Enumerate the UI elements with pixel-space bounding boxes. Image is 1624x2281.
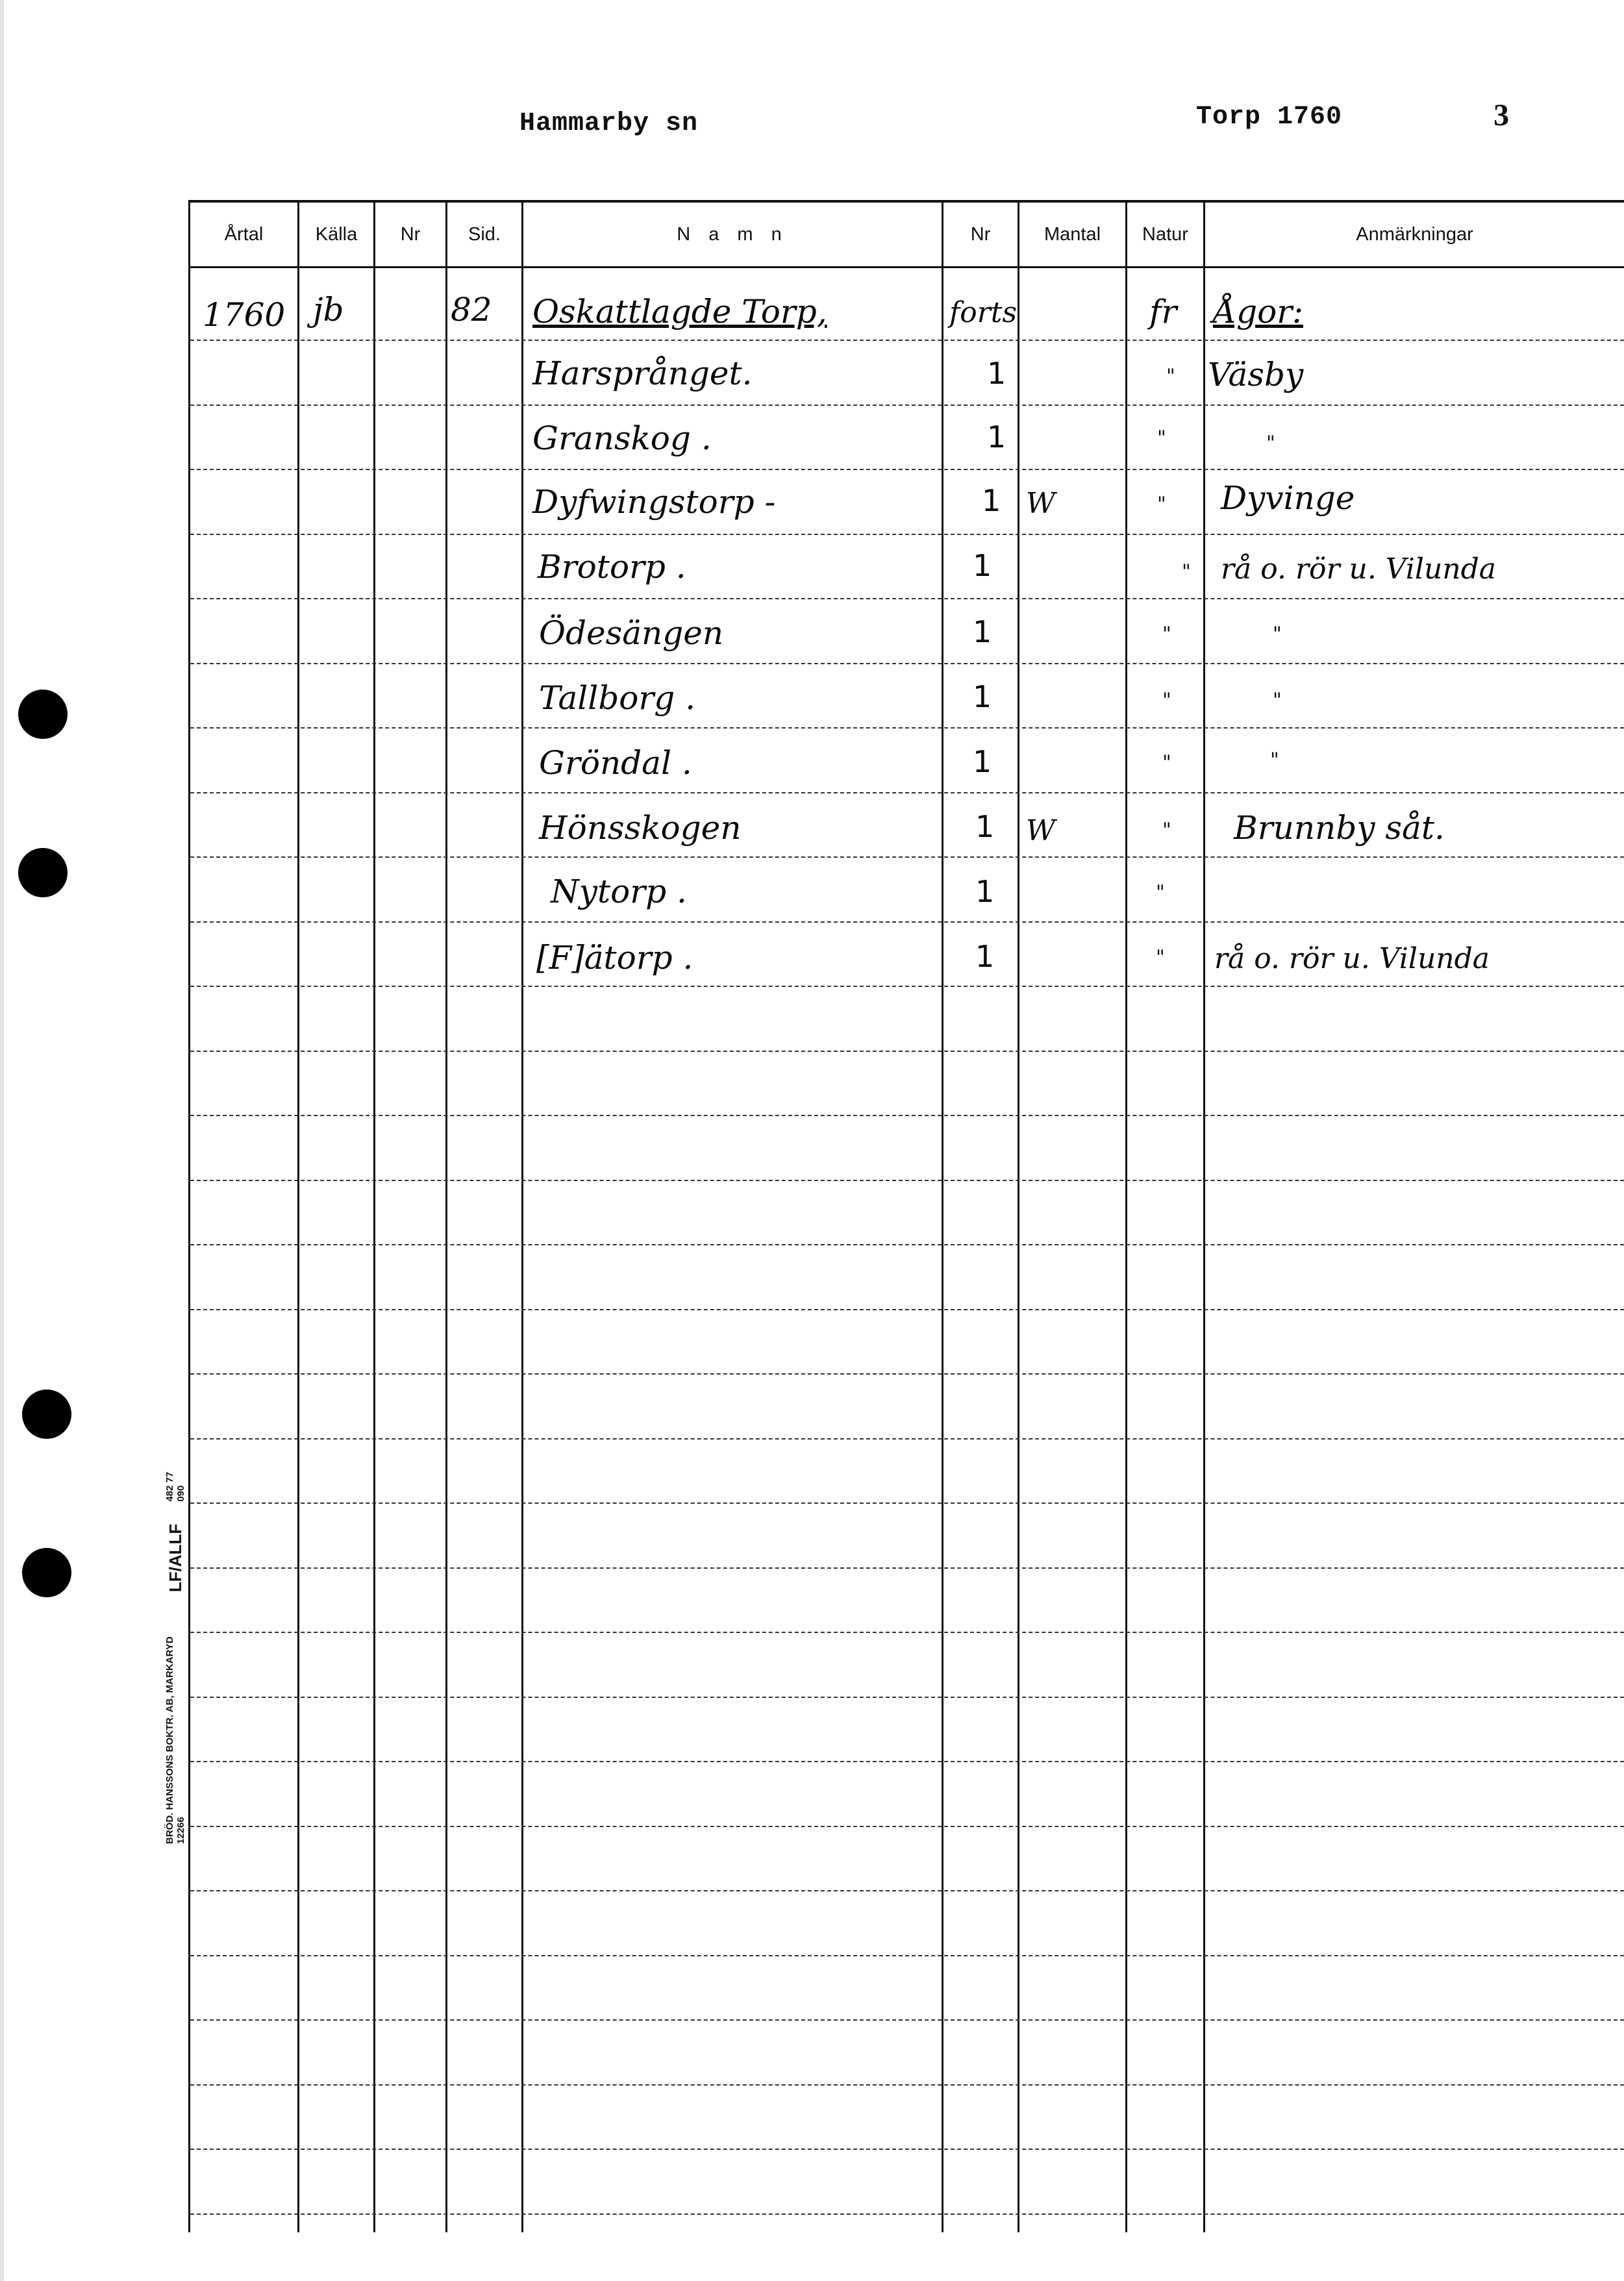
entry-anm: Brunnby såt. [1234,809,1445,847]
printer-imprint [153,1454,198,1844]
entry-natur: " [1162,689,1171,712]
entry-natur: " [1162,751,1171,774]
entry-namn: Gröndal . [539,744,692,782]
parish-title: Hammarby sn [519,109,699,138]
ruled-line [190,469,1624,470]
entry-nr2: 1 [973,614,992,649]
ruled-line [190,1051,1624,1052]
entry-anm: " [1273,689,1282,712]
entry-natur: " [1166,365,1175,388]
category-title: Torp 1760 [1196,103,1343,132]
ruled-line [190,921,1624,923]
ruled-line [190,792,1624,793]
entry-artal: 1760 [203,296,286,334]
entry-namn: Hönsskogen [539,809,742,847]
ruled-line [190,1438,1624,1440]
ruled-line [190,856,1624,858]
ruled-line [190,2019,1624,2021]
ruled-line [190,986,1624,987]
punch-hole [18,690,68,739]
column-header-artal: Årtal [224,223,264,245]
ruled-line [190,2213,1624,2215]
ruled-line [190,1180,1624,1181]
entry-sid: 82 [451,291,492,329]
entry-namn: Ödesängen [539,614,724,652]
entry-nr2: 1 [982,483,1001,518]
entry-natur: " [1162,623,1171,645]
ruled-line [190,2149,1624,2150]
punch-hole [22,1548,71,1597]
entry-nr2: 1 [975,809,995,844]
entry-namn: Brotorp . [538,548,686,586]
ruled-line [190,1567,1624,1569]
column-header-nr2: Nr [970,223,991,245]
column-header-sid: Sid. [468,223,501,245]
ruled-line [190,405,1624,406]
entry-anm: " [1273,623,1282,645]
entry-namn: [F]ätorp . [536,939,693,977]
entry-anm: Väsby [1208,356,1304,393]
column-header-kalla: Källa [315,223,358,245]
entry-mantal: W [1026,814,1056,847]
entry-natur: " [1156,881,1165,904]
entry-nr2: 1 [975,939,995,974]
entry-nr2: 1 [987,356,1006,391]
entry-natur: " [1162,819,1171,841]
entry-anm: rå o. rör u. Vilunda [1214,942,1490,975]
column-header-natur: Natur [1142,223,1188,245]
order-number: 482 77 090 [164,1471,186,1502]
column-header-anmarkningar: Anmärkningar [1356,223,1473,245]
page-number: 3 [1493,98,1509,132]
ruled-line [190,663,1624,664]
entry-natur: fr [1149,293,1177,330]
entry-mantal: W [1026,487,1056,520]
ruled-line [190,1761,1624,1762]
entry-anm: Dyvinge [1221,479,1355,517]
scan-edge [0,0,4,2281]
entry-namn: Tallborg . [539,679,696,717]
entry-namn: Dyfwingstorp - [532,483,776,521]
ruled-line [190,1309,1624,1310]
ruled-line [190,727,1624,729]
column-header-nr: Nr [400,223,421,245]
entry-anm: " [1266,432,1275,455]
entry-anm: rå o. rör u. Vilunda [1221,553,1497,586]
punch-hole [18,848,68,897]
entry-nr2: 1 [973,744,992,779]
ruled-line [190,1373,1624,1375]
column-header-namn: N a m n [677,223,788,245]
ruled-line [190,598,1624,599]
entry-anm: " [1270,749,1279,771]
entry-namn: Granskog . [532,419,712,457]
ruled-line [190,1502,1624,1504]
entry-anm: Ågor: [1213,293,1303,330]
ruled-line [190,1115,1624,1116]
printer-line: BRÖD. HANSSONS BOKTR. AB, MARKARYD 12266 [164,1636,186,1844]
entry-nr2: 1 [973,548,992,583]
entry-natur: " [1157,493,1166,516]
ruled-line [190,340,1624,341]
entry-namn: Nytorp . [551,873,687,910]
ruled-line [190,1955,1624,1956]
entry-nr2: 1 [975,874,995,909]
entry-natur: " [1182,560,1191,583]
column-header-mantal: Mantal [1043,223,1101,245]
ruled-line [190,1890,1624,1891]
ruled-line [190,2084,1624,2086]
ruled-line [190,1826,1624,1827]
entry-nr2: 1 [987,419,1006,455]
entry-kalla: jb [313,291,344,329]
entry-natur: " [1156,946,1165,969]
entry-natur: " [1157,427,1166,449]
ruled-line [190,1632,1624,1633]
ruled-line [190,1697,1624,1698]
ruled-line [190,1244,1624,1245]
entry-nr2: 1 [973,679,992,714]
entry-namn: Harsprånget. [532,355,753,392]
entry-namn: Oskattlagde Torp, [532,293,827,330]
ruled-line [190,534,1624,535]
entry-nr2: forts [949,296,1018,329]
form-code: LF/ALLF [165,1523,185,1593]
punch-hole [22,1390,71,1439]
